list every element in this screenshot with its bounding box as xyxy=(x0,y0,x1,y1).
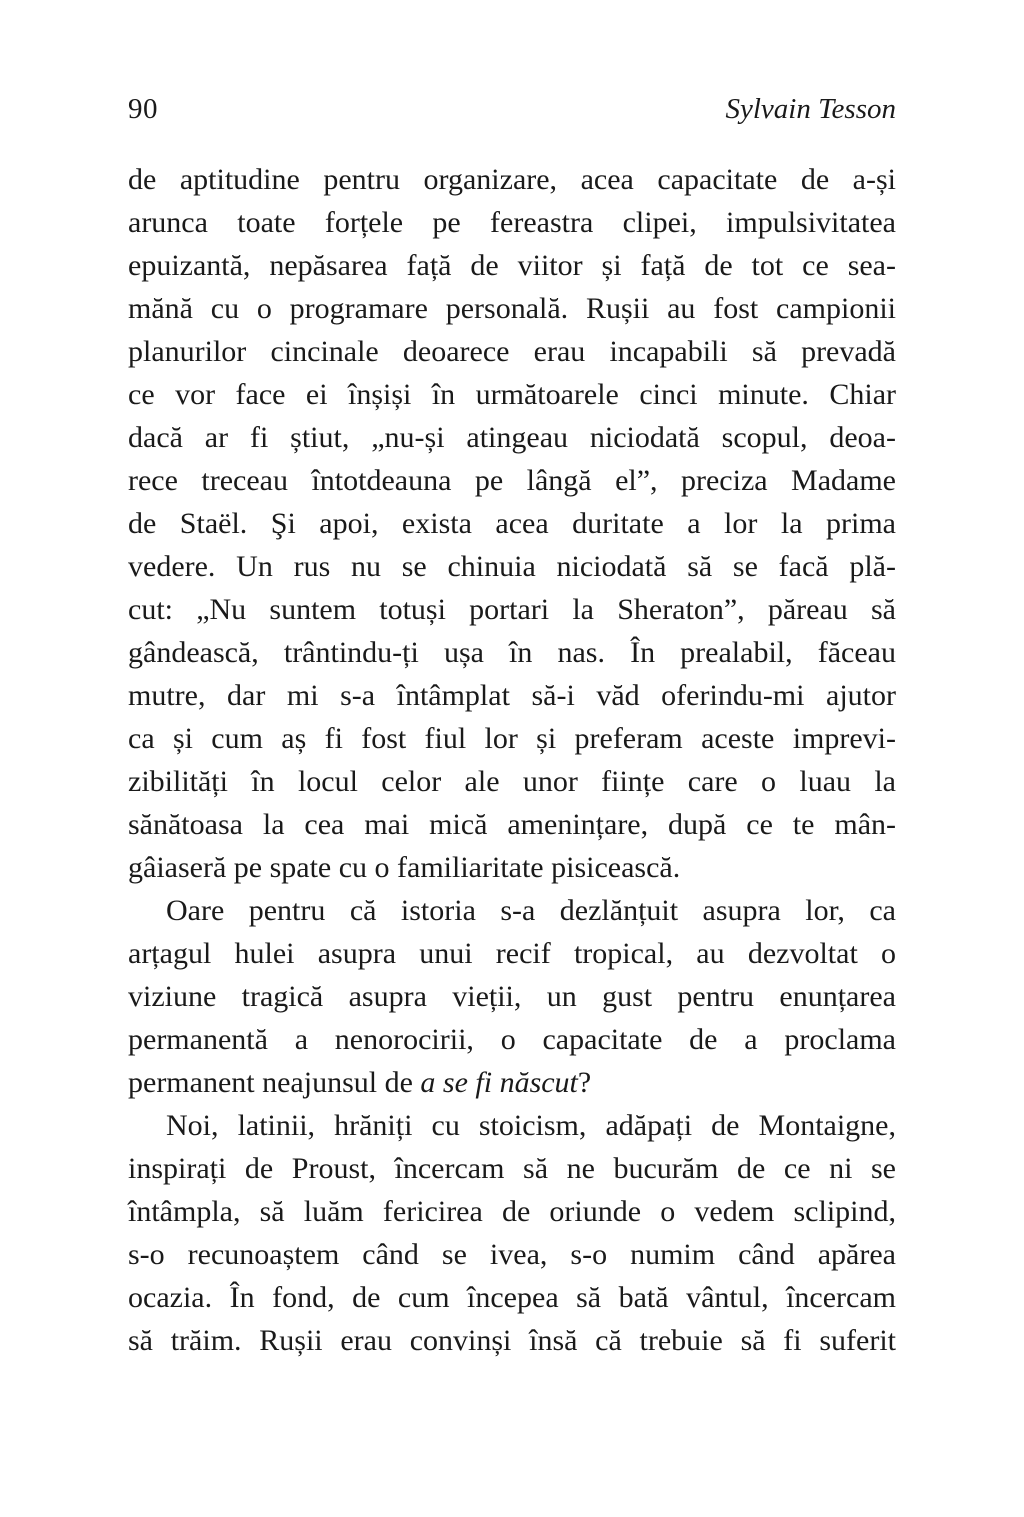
text-line xyxy=(128,287,896,330)
italic-text-segment: a se fi născut xyxy=(420,1066,578,1099)
text-segment: rece treceau întotdeauna pe lângă el”, preciza Madame xyxy=(128,464,896,497)
text-line xyxy=(128,889,896,932)
text-line xyxy=(128,545,896,588)
text-line xyxy=(128,760,896,803)
text-segment: planurilor cincinale deoarece erau incapabili să prevadă xyxy=(128,335,896,368)
text-line xyxy=(128,1104,896,1147)
text-segment: permanent neajunsul de xyxy=(128,1066,421,1099)
text-line xyxy=(128,416,896,459)
text-line xyxy=(128,975,896,1018)
text-segment: ca și cum aș fi fost fiul lor și preferam aceste imprevi- xyxy=(128,722,896,755)
text-line xyxy=(128,502,896,545)
text-segment: cut: „Nu suntem totuși portari la Sheraton”, păreau să xyxy=(128,593,896,626)
text-line xyxy=(128,717,896,760)
text-segment: ce vor face ei înșiși în următoarele cinci minute. Chiar xyxy=(128,378,896,411)
text-segment: întâmpla, să luăm fericirea de oriunde o vedem sclipind, xyxy=(128,1195,896,1228)
text-segment: zibilități în locul celor ale unor ființe care o luau la xyxy=(128,765,896,798)
text-segment: gândească, trântindu-ți ușa în nas. În prealabil, făceau xyxy=(128,636,896,669)
text-line xyxy=(128,244,896,287)
text-segment: Oare pentru că istoria s-a dezlănțuit asupra lor, ca xyxy=(166,894,896,927)
text-line xyxy=(128,846,896,889)
text-line xyxy=(128,1018,896,1061)
text-segment: să trăim. Rușii erau convinși însă că trebuie să fi suferit xyxy=(128,1324,896,1357)
text-line xyxy=(128,330,896,373)
text-line xyxy=(128,1233,896,1276)
text-segment: gâiaseră pe spate cu o familiaritate pisicească. xyxy=(128,851,681,884)
page-body-text xyxy=(128,158,896,1362)
text-segment: Noi, latinii, hrăniți cu stoicism, adăpați de Montaigne, xyxy=(166,1109,896,1142)
page-number: 90 xyxy=(128,93,158,125)
text-line xyxy=(128,588,896,631)
text-segment: sănătoasa la cea mai mică amenințare, după ce te mân- xyxy=(128,808,896,841)
text-line xyxy=(128,803,896,846)
text-line xyxy=(128,1061,896,1104)
text-line xyxy=(128,459,896,502)
text-line xyxy=(128,201,896,244)
text-segment: vedere. Un rus nu se chinuia niciodată să se facă plă- xyxy=(128,550,896,583)
text-segment: epuizantă, nepăsarea față de viitor și față de tot ce sea- xyxy=(128,249,896,282)
text-line xyxy=(128,1190,896,1233)
text-line xyxy=(128,1319,896,1362)
text-segment: arțagul hulei asupra unui recif tropical, au dezvoltat o xyxy=(128,937,896,970)
text-line xyxy=(128,631,896,674)
text-segment: arunca toate forțele pe fereastra clipei, impulsivitatea xyxy=(128,206,896,239)
text-segment: s-o recunoaștem când se ivea, s-o numim când apărea xyxy=(128,1238,896,1271)
running-header xyxy=(128,92,896,126)
text-line xyxy=(128,373,896,416)
text-segment: ocazia. În fond, de cum începea să bată vântul, încercam xyxy=(128,1281,896,1314)
text-segment: permanentă a nenorocirii, o capacitate de a proclama xyxy=(128,1023,896,1056)
text-line xyxy=(128,158,896,201)
text-segment: mutre, dar mi s-a întâmplat să-i văd oferindu-mi ajutor xyxy=(128,679,896,712)
text-segment: mănă cu o programare personală. Rușii au fost campionii xyxy=(128,292,896,325)
text-segment: inspirați de Proust, încercam să ne bucurăm de ce ni se xyxy=(128,1152,896,1185)
text-segment: dacă ar fi știut, „nu-și atingeau niciodată scopul, deoa- xyxy=(128,421,896,454)
text-segment: de aptitudine pentru organizare, acea capacitate de a-și xyxy=(128,163,896,196)
text-line xyxy=(128,932,896,975)
text-line xyxy=(128,1276,896,1319)
text-line xyxy=(128,674,896,717)
text-line xyxy=(128,1147,896,1190)
text-segment: de Staël. Şi apoi, exista acea duritate a lor la prima xyxy=(128,507,896,540)
running-header-author: Sylvain Tesson xyxy=(725,93,896,125)
text-segment: ? xyxy=(577,1066,592,1099)
text-segment: viziune tragică asupra vieții, un gust pentru enunțarea xyxy=(128,980,896,1013)
